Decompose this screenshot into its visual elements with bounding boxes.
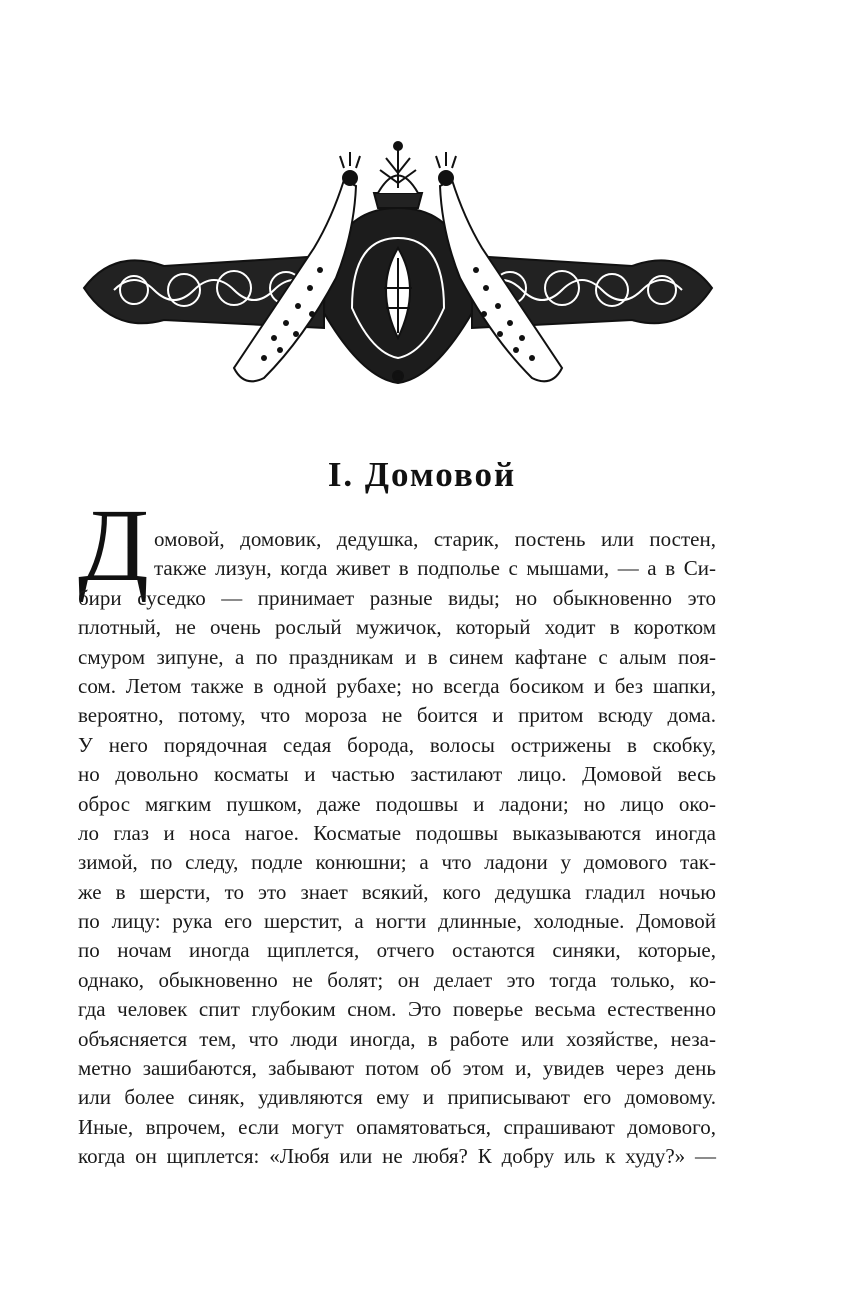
chapter-body	[78, 525, 716, 1172]
text-line: однако, обыкновенно не болят; он делает это тогда только, ко-	[78, 967, 716, 992]
text-line: сом. Летом также в одной рубахе; но всегда босиком и без шапки,	[78, 673, 716, 698]
text-line: Иные, впрочем, если могут опамятоваться, спрашивают домового,	[78, 1114, 716, 1139]
text-line: также лизун, когда живет в подполье с мышами, — а в Си-	[154, 556, 716, 581]
chapter-title: I. Домовой	[327, 455, 517, 494]
text-line: гда человек спит глубоким сном. Это поверье весьма естественно	[78, 997, 716, 1022]
text-line: но довольно косматы и частью застилают лицо. Домовой весь	[78, 762, 716, 787]
text-line: объясняется тем, что люди иногда, в работе или хозяйстве, неза-	[78, 1026, 716, 1051]
peacock-crown-ornament-icon	[74, 138, 722, 388]
text-line: У него порядочная седая борода, волосы острижены в скобку,	[78, 732, 716, 757]
drop-cap: Д	[78, 488, 149, 603]
text-line: или более синяк, удивляются ему и приписывают его домовому.	[78, 1085, 716, 1110]
text-line: по лицу: рука его шерстит, а ногти длинные, холодные. Домовой	[78, 909, 716, 934]
text-line: смуром зипуне, а по праздникам и в синем кафтане с алым поя-	[78, 644, 716, 669]
text-line: вероятно, потому, что мороза не боится и притом всюду дома.	[78, 703, 716, 728]
text-line: когда он щиплется: «Любя или не любя? К добру иль к худу?» —	[78, 1144, 716, 1169]
text-line: ло глаз и носа нагое. Косматые подошвы выказываются иногда	[78, 820, 716, 845]
text-line: бири суседко — принимает разные виды; но обыкновенно это	[78, 585, 716, 610]
text-line: зимой, по следу, подле конюшни; а что ладони у домового так-	[78, 850, 716, 875]
text-line: омовой, домовик, дедушка, старик, постень или постен,	[154, 527, 716, 551]
text-line: оброс мягким пушком, даже подошвы и ладони; но лицо око-	[78, 791, 716, 816]
text-line: же в шерсти, то это знает всякий, кого дедушка гладил ночью	[78, 879, 716, 904]
text-line: по ночам иногда щиплется, отчего остаются синяки, которые,	[78, 938, 716, 963]
text-line: метно зашибаются, забывают потом об этом и, увидев через день	[78, 1056, 716, 1081]
text-line: плотный, не очень рослый мужичок, который ходит в коротком	[78, 615, 716, 640]
